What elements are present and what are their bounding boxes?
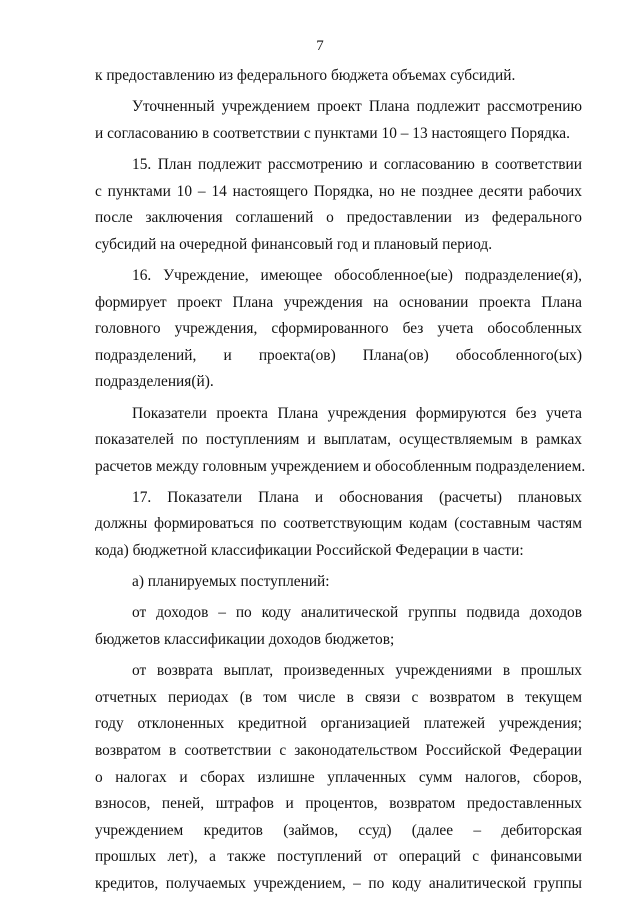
- text-line: Уточненный учреждением проект Плана подлежит рассмотрению: [132, 98, 582, 116]
- text-line: подразделений, и проекта(ов) Плана(ов) обособленного(ых): [95, 346, 582, 364]
- page-number: 7: [316, 38, 324, 54]
- text-line: формирует проект Плана учреждения на основании проекта Плана: [95, 293, 582, 311]
- text-line: о налогах и сборах излишне уплаченных сумм налогов, сборов,: [95, 768, 582, 786]
- text-line: кредитов, получаемых учреждением, – по коду аналитической группы: [95, 874, 582, 892]
- text-line: должны формироваться по соответствующим кодам (составным частям: [95, 515, 582, 533]
- text-line: подразделения(й).: [95, 373, 214, 391]
- text-line: кода) бюджетной классификации Российской Федерации в части:: [95, 542, 524, 560]
- text-line: учреждением кредитов (займов, ссуд) (далее – дебиторская: [95, 821, 582, 839]
- text-line: головного учреждения, сформированного без учета обособленных: [95, 320, 582, 338]
- text-line: 16. Учреждение, имеющее обособленное(ые) подразделение(я),: [132, 266, 582, 284]
- text-line: субсидий на очередной финансовый год и плановый период.: [95, 235, 493, 253]
- text-line: с пунктами 10 – 14 настоящего Порядка, но не позднее десяти рабочих: [95, 182, 582, 200]
- text-line: от возврата выплат, произведенных учреждениями в прошлых: [132, 662, 582, 680]
- text-line: от доходов – по коду аналитической группы подвида доходов: [132, 604, 582, 622]
- text-line: прошлых лет), а также поступлений от операций с финансовыми: [95, 848, 582, 866]
- text-line: и согласованию в соответствии с пунктами 10 – 13 настоящего Порядка.: [95, 124, 570, 142]
- text-line: году отклоненных кредитной организацией платежей учреждения;: [95, 715, 582, 733]
- document-body: [95, 63, 586, 898]
- text-line: 17. Показатели Плана и обоснования (расчеты) плановых: [132, 488, 582, 506]
- text-line: 15. План подлежит рассмотрению и согласованию в соответствии: [132, 155, 582, 173]
- text-line: Показатели проекта Плана учреждения формируются без учета: [132, 404, 582, 422]
- text-line: возвратом в соответствии с законодательством Российской Федерации: [95, 742, 582, 759]
- text-line: а) планируемых поступлений:: [132, 573, 330, 591]
- text-line: к предоставлению из федерального бюджета объемах субсидий.: [95, 67, 516, 84]
- text-line: после заключения соглашений о предоставлении из федерального: [95, 209, 582, 227]
- text-line: расчетов между головным учреждением и обособленным подразделением.: [95, 457, 586, 475]
- text-line: бюджетов классификации доходов бюджетов;: [95, 631, 395, 649]
- text-line: отчетных периодах (в том числе в связи с возвратом в текущем: [95, 688, 582, 706]
- text-line: взносов, пеней, штрафов и процентов, возвратом предоставленных: [95, 795, 582, 813]
- text-line: показателей по поступлениям и выплатам, осуществляемым в рамках: [95, 431, 582, 449]
